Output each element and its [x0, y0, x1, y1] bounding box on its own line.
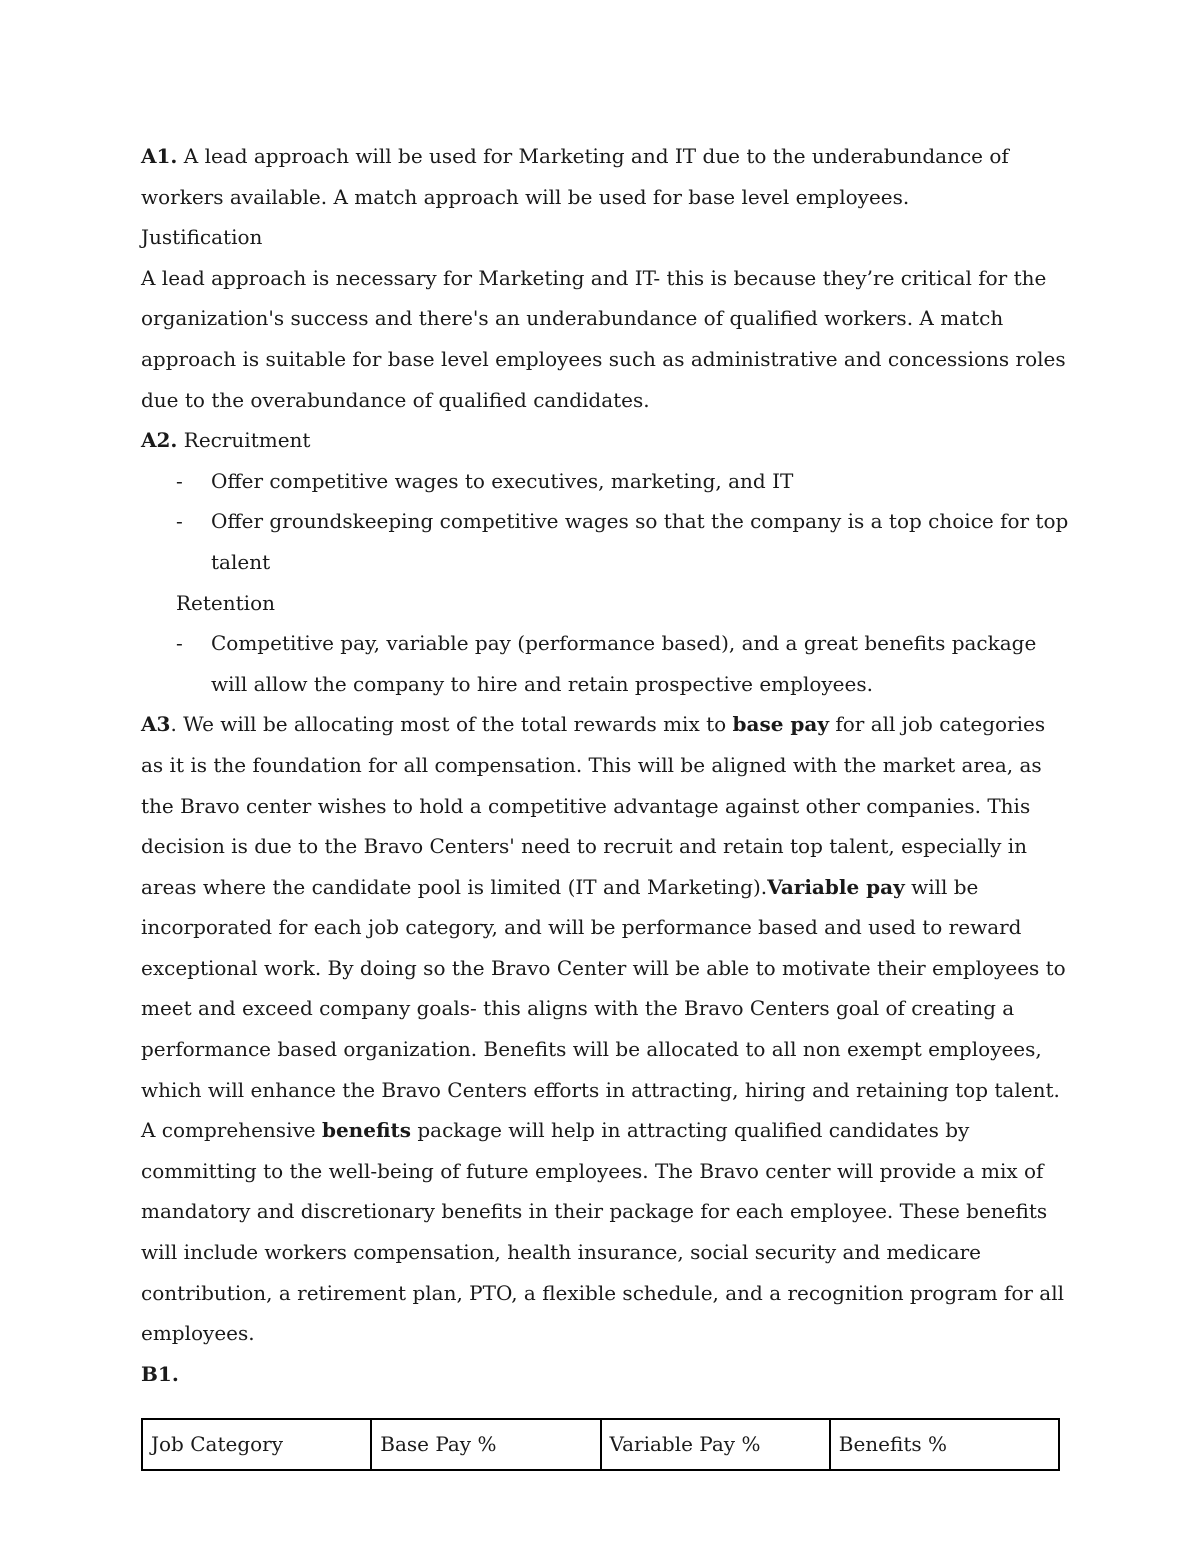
variable-pay-term: Variable pay [767, 874, 905, 899]
compensation-table [141, 1418, 1060, 1471]
a3-paragraph [141, 704, 1071, 1354]
dash-bullet: - [176, 631, 183, 656]
dash-bullet: - [176, 468, 183, 493]
b1-label: B1. [141, 1361, 179, 1386]
list-item [141, 623, 1071, 704]
retention-list [141, 623, 1071, 704]
a3-text-3: will be incorporated for each job category, and will be performance based and used to reward exceptional work. By doing so the Bravo Center will be able to motivate their employees to meet and exceed company goals- this aligns with the Bravo Centers goal of creating a performance based organization. Benefits will be allocated to all non exempt employees, which will enhance the Bravo Centers efforts in attracting, hiring and retaining top talent. A comprehensive [141, 874, 1066, 1143]
a3-text-4: package will help in attracting qualified candidates by committing to the well-being of future employees. The Bravo center will provide a mix of mandatory and discretionary benefits in their package for each employee. These benefits will include workers compensation, health insurance, social security and medicare contribution, a retirement plan, PTO, a flexible schedule, and a recognition program for all employees. [141, 1118, 1065, 1346]
justification-heading: Justification [141, 225, 263, 250]
header-benefits: Benefits % [830, 1419, 1059, 1470]
a1-label: A1. [141, 144, 178, 168]
a1-text: A lead approach will be used for Marketing and IT due to the underabundance of workers available. A match approach will be used for base level employees. [141, 144, 1009, 209]
a3-text-1: . We will be allocating most of the total rewards mix to [170, 712, 733, 737]
benefits-term: benefits [321, 1118, 411, 1143]
header-job-category: Job Category [142, 1419, 371, 1470]
list-item [141, 461, 1071, 502]
list-item [141, 501, 1071, 582]
a3-label: A3 [141, 712, 171, 737]
dash-bullet: - [176, 509, 183, 534]
recruitment-item-1: Offer competitive wages to executives, marketing, and IT [211, 468, 794, 493]
base-pay-term: base pay [732, 712, 829, 737]
document-page [141, 136, 1071, 1471]
recruitment-list [141, 461, 1071, 583]
retention-item-1: Competitive pay, variable pay (performance based), and a great benefits package will allow the company to hire and retain prospective employees. [211, 631, 1037, 696]
a1-paragraph [141, 136, 1071, 217]
header-base-pay: Base Pay % [371, 1419, 600, 1470]
a2-label: A2. [141, 428, 178, 453]
table-header-row [142, 1419, 1059, 1470]
recruitment-heading: Recruitment [177, 428, 311, 453]
table-spacer [141, 1394, 1071, 1418]
header-variable-pay: Variable Pay % [601, 1419, 830, 1470]
a3-text-2: for all job categories as it is the foundation for all compensation. This will be aligned with the market area, as the Bravo center wishes to hold a competitive advantage against other companies. This decision is due to the Bravo Centers' need to recruit and retain top talent, especially in areas where the candidate pool is limited (IT and Marketing). [141, 712, 1046, 899]
a2-heading [141, 420, 1071, 461]
retention-heading: Retention [176, 590, 276, 615]
recruitment-item-2: Offer groundskeeping competitive wages so that the company is a top choice for top talent [211, 509, 1069, 574]
justification-paragraph: A lead approach is necessary for Marketing and IT- this is because they’re critical for the organization's success and there's an underabundance of qualified workers. A match approach is suitable for base level employees such as administrative and concessions roles due to the overabundance of qualified candidates. [141, 265, 1066, 412]
